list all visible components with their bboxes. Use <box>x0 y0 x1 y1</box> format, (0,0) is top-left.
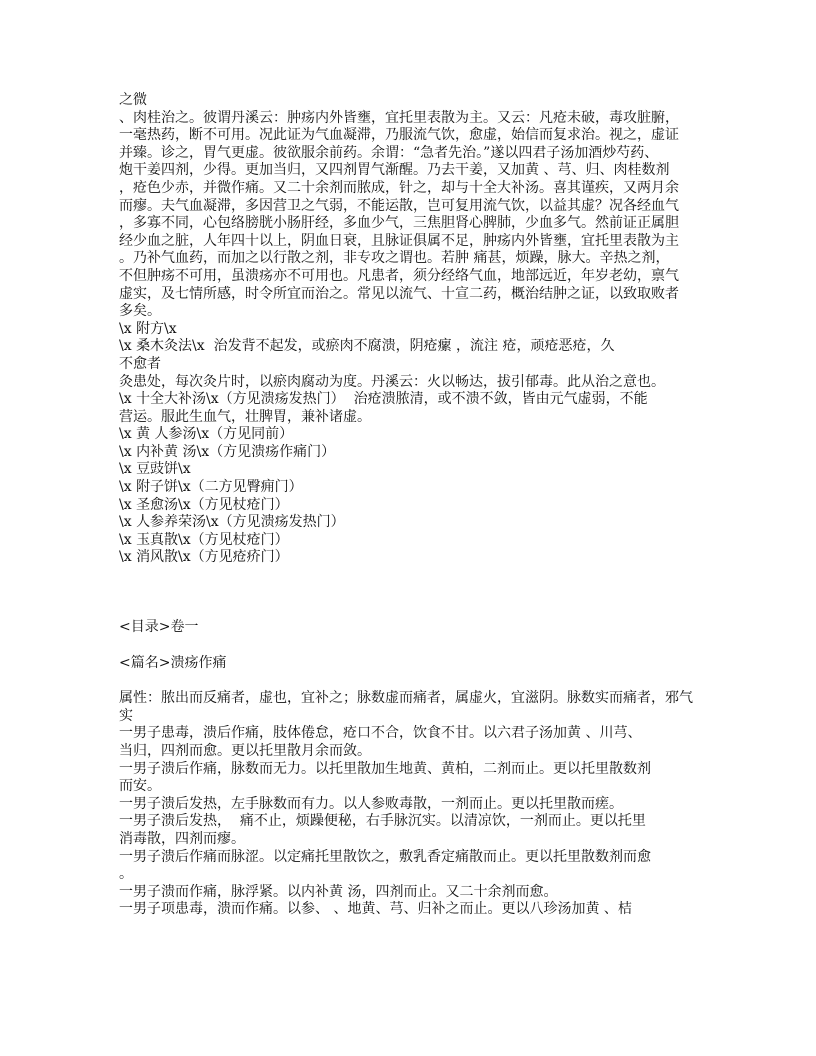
formula-entry: \x 消风散\x（方见疮疥门） <box>119 549 289 566</box>
spacer <box>119 567 699 619</box>
case-line: 一男子项患毒，溃而作痛。以参、 、地黄、芎、归补之而止。更以八珍汤加黄 、桔 <box>119 901 632 918</box>
text-line: 多矣。 <box>119 303 161 320</box>
text-line: 不但肿疡不可用，虽溃疡亦不可用也。凡患者，须分经络气血，地部远近，年岁老幼，禀气 <box>119 267 679 284</box>
formula-entry: \x 十全大补汤\x（方见溃疡发热门） 治疮溃脓清，或不溃不敛，皆由元气虚弱，不能 <box>119 391 648 408</box>
appendix-heading: \x 附方\x <box>119 320 177 337</box>
text-line: 。乃补气血药，而加之以行散之剂，非专攻之谓也。若肿 痛甚，烦躁，脉大。辛热之剂， <box>119 250 670 267</box>
text-line: 经少血之脏，人年四十以上，阴血日衰，且脉证俱属不足，肿疡内外皆壅，宜托里表散为主 <box>119 232 679 249</box>
text-line: 一毫热药，断不可用。况此证为气血凝滞，乃服流气饮，愈虚，始信而复求治。视之，虚证 <box>119 127 679 144</box>
text-line: 不愈者 <box>119 355 161 372</box>
chapter-title: <篇名>溃疡作痛 <box>119 654 227 671</box>
attribute-line: 属性：脓出而反痛者，虚也，宜补之；脉数虚而痛者，属虚火，宜滋阴。脉数实而痛者，邪气 <box>119 690 693 707</box>
text-line: 当归，四剂而愈。更以托里散月余而敛。 <box>119 743 371 759</box>
formula-entry: \x 桑木灸法\x 治发背不起发，或瘀肉不腐溃，阴疮瘰 ，流注 疮，顽疮恶疮，久 <box>119 338 615 355</box>
case-line: 一男子溃后作痛而脉涩。以定痛托里散饮之，敷乳香定痛散而止。更以托里散数剂而愈 <box>119 848 651 865</box>
spacer <box>119 672 699 690</box>
text-line: 消毒散，四剂而瘳。 <box>119 830 245 847</box>
formula-entry: \x 黄 人参汤\x（方见同前） <box>119 426 294 443</box>
text-line: ，疮色少赤，并微作痛。又二十余剂而脓成，针之，却与十全大补汤。喜其谨疾，又两月余 <box>119 179 679 196</box>
text-line: 虚实，及七情所感，时令所宜而治之。常见以流气、十宣二药，概治结肿之证，以致取败者 <box>119 285 679 302</box>
text-line: 。 <box>119 866 133 883</box>
text-line: 而安。 <box>119 778 161 795</box>
text-line: ，多寡不同，心包络膀胱小肠肝经，多血少气，三焦胆肾心脾肺，少血多气。然前证正属胆 <box>119 215 679 232</box>
text-block-case-discussion <box>119 92 699 567</box>
text-line: 而瘳。夫气血凝滞，多因营卫之气弱，不能运散，岂可复用流气饮，以益其虚？况各经血气 <box>119 197 679 214</box>
text-line: 灸患处，每次灸片时，以瘀肉腐动为度。丹溪云：火以畅达，拔引郁毒。此从治之意也。 <box>119 373 665 390</box>
text-line: 炮干姜四剂，少得。更加当归，又四剂胃气渐醒。乃去干姜，又加黄 、芎、归、肉桂数剂 <box>119 162 670 179</box>
formula-entry: \x 内补黄 汤\x（方见溃疡作痛门） <box>119 443 336 460</box>
toc-heading: <目录>卷一 <box>119 619 199 636</box>
document-page <box>119 92 699 919</box>
formula-entry: \x 玉真散\x（方见杖疮门） <box>119 531 289 548</box>
text-line: 并臻。诊之，胃气更虚。彼欲服余前药。余谓：“急者先治。”遂以四君子汤加酒炒芍药、 <box>119 144 659 161</box>
formula-entry: \x 人参养荣汤\x（方见溃疡发热门） <box>119 514 345 531</box>
formula-entry: \x 附子饼\x（二方见臀痈门） <box>119 479 303 496</box>
formula-entry: \x 圣愈汤\x（方见杖疮门） <box>119 496 289 513</box>
formula-entry: \x 豆豉饼\x <box>119 461 191 478</box>
case-line: 一男子溃后发热， 痛不止，烦躁便秘，右手脉沉实。以清凉饮，一剂而止。更以托里 <box>119 813 646 830</box>
text-line: 、肉桂治之。彼谓丹溪云：肿疡内外皆壅，宜托里表散为主。又云：凡疮未破，毒攻脏腑， <box>119 109 679 126</box>
text-line: 实 <box>119 707 133 724</box>
text-line: 之微 <box>119 92 147 108</box>
spacer <box>119 637 699 655</box>
case-line: 一男子溃后发热，左手脉数而有力。以人参败毒散，一剂而止。更以托里散而瘥。 <box>119 795 623 812</box>
text-block-chapter-body <box>119 690 699 919</box>
case-line: 一男子溃后作痛，脉数而无力。以托里散加生地黄、黄柏，二剂而止。更以托里散数剂 <box>119 760 651 777</box>
case-line: 一男子患毒，溃后作痛，肢体倦怠，疮口不合，饮食不甘。以六君子汤加黄 、川芎、 <box>119 725 642 742</box>
text-line: 营运。服此生血气，壮脾胃，兼补诸虚。 <box>119 408 371 425</box>
case-line: 一男子溃而作痛，脉浮紧。以内补黄 汤，四剂而止。又二十余剂而愈。 <box>119 883 558 900</box>
